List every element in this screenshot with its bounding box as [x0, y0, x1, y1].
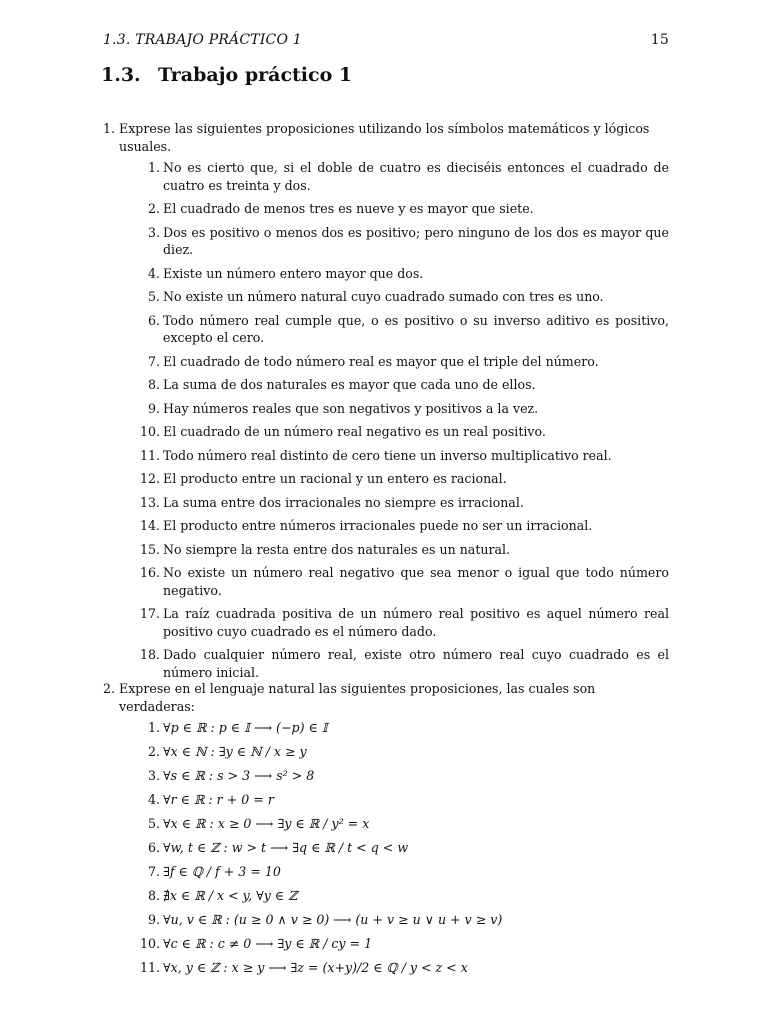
formula: ∀u, v ∈ ℝ : (u ≥ 0 ∧ v ≥ 0) ⟶ (u + v ≥ u ∨ u + v ≥ v)	[163, 912, 503, 927]
item-number: 3.	[147, 224, 160, 240]
item-number: 6.	[147, 312, 160, 328]
list-item	[103, 564, 669, 599]
item-number: 10.	[139, 424, 160, 439]
formula: ∀w, t ∈ ℤ : w > t ⟶ ∃q ∈ ℝ / t < q < w	[163, 840, 409, 855]
item-number: 7.	[147, 864, 160, 879]
exercise-prompt	[103, 120, 669, 155]
list-item	[103, 887, 669, 905]
section-heading	[101, 64, 352, 86]
item-text: La suma entre dos irracionales no siempre es irracional.	[163, 494, 524, 510]
formula: ∀c ∈ ℝ : c ≠ 0 ⟶ ∃y ∈ ℝ / cy = 1	[163, 936, 373, 951]
item-text: No existe un número real negativo que sea menor o igual que todo número negativo.	[163, 565, 669, 598]
item-text: Existe un número entero mayor que dos.	[163, 265, 424, 281]
section-number: 1.3.	[101, 64, 141, 86]
page-number: 15	[650, 32, 669, 48]
list-item	[103, 400, 669, 418]
item-text: El producto entre números irracionales puede no ser un irracional.	[163, 518, 593, 533]
item-number: 16.	[139, 565, 160, 580]
item-number: 15.	[139, 541, 160, 557]
list-item	[103, 605, 669, 640]
item-number: 4.	[147, 265, 160, 281]
list-item	[103, 447, 669, 465]
item-number: 5.	[147, 816, 160, 831]
item-text: Dos es positivo o menos dos es positivo; pero ninguno de los dos es mayor que diez.	[163, 224, 669, 257]
item-text: La raíz cuadrada positiva de un número real positivo es aquel número real positivo cuyo cuadrado es el número dado.	[163, 606, 669, 639]
formula: ∃f ∈ ℚ / f + 3 = 10	[163, 864, 281, 879]
item-text: El producto entre un racional y un entero es racional.	[163, 471, 507, 486]
formula: ∀x ∈ ℝ : x ≥ 0 ⟶ ∃y ∈ ℝ / y² = x	[163, 816, 370, 831]
list-item	[103, 959, 669, 977]
exercise-prompt	[103, 680, 669, 715]
list-item	[103, 719, 669, 737]
item-number: 2.	[147, 201, 160, 216]
section-title: Trabajo práctico 1	[158, 64, 353, 86]
item-text: No siempre la resta entre dos naturales es un natural.	[163, 541, 511, 557]
item-number: 7.	[147, 353, 160, 369]
exercise-number: 1.	[103, 121, 116, 136]
item-number: 11.	[139, 447, 160, 463]
item-text: Hay números reales que son negativos y positivos a la vez.	[163, 400, 539, 416]
list-item	[103, 767, 669, 785]
list-item	[103, 470, 669, 488]
item-number: 13.	[139, 494, 160, 510]
list-item	[103, 159, 669, 194]
item-number: 11.	[139, 960, 160, 975]
item-number: 3.	[147, 768, 160, 783]
item-text: La suma de dos naturales es mayor que cada uno de ellos.	[163, 377, 536, 392]
list-item	[103, 423, 669, 441]
item-number: 18.	[139, 647, 160, 662]
item-number: 9.	[147, 400, 160, 416]
exercise-prompt-text: Exprese las siguientes proposiciones utilizando los símbolos matemáticos y lógicos usuales.	[119, 121, 650, 154]
item-number: 1.	[147, 720, 160, 735]
item-text: Todo número real distinto de cero tiene un inverso multiplicativo real.	[163, 447, 612, 463]
exercise-2	[103, 680, 669, 983]
list-item	[103, 200, 669, 218]
item-text: Todo número real cumple que, o es positivo o su inverso aditivo es positivo, excepto el cero.	[163, 312, 669, 345]
list-item	[103, 265, 669, 283]
formula: ∄x ∈ ℝ / x < y, ∀y ∈ ℤ	[163, 888, 298, 903]
list-item	[103, 541, 669, 559]
list-item	[103, 935, 669, 953]
list-item	[103, 517, 669, 535]
item-text: El cuadrado de un número real negativo es un real positivo.	[163, 424, 546, 439]
running-header	[103, 32, 669, 48]
exercise-number: 2.	[103, 681, 116, 696]
item-number: 5.	[147, 289, 160, 304]
list-item	[103, 839, 669, 857]
list-item	[103, 815, 669, 833]
item-text: No es cierto que, si el doble de cuatro es dieciséis entonces el cuadrado de cuatro es treinta y dos.	[163, 160, 669, 193]
formula: ∀p ∈ ℝ : p ∈ 𝕀 ⟶ (−p) ∈ 𝕀	[163, 720, 328, 735]
item-number: 14.	[139, 518, 160, 533]
list-item	[103, 863, 669, 881]
formula: ∀x ∈ ℕ : ∃y ∈ ℕ / x ≥ y	[163, 744, 307, 759]
list-item	[103, 646, 669, 681]
list-item	[103, 353, 669, 371]
item-text: El cuadrado de menos tres es nueve y es mayor que siete.	[163, 201, 534, 216]
list-item	[103, 911, 669, 929]
list-item	[103, 376, 669, 394]
exercise-2-items	[103, 719, 669, 977]
item-number: 1.	[147, 160, 160, 175]
exercise-1	[103, 120, 669, 687]
item-number: 8.	[147, 377, 160, 392]
item-text: No existe un número natural cuyo cuadrado sumado con tres es uno.	[163, 289, 604, 304]
item-number: 10.	[139, 936, 160, 951]
formula: ∀s ∈ ℝ : s > 3 ⟶ s² > 8	[163, 768, 315, 783]
formula: ∀r ∈ ℝ : r + 0 = r	[163, 792, 274, 807]
list-item	[103, 288, 669, 306]
item-number: 4.	[147, 792, 160, 807]
item-number: 2.	[147, 744, 160, 759]
item-text: Dado cualquier número real, existe otro número real cuyo cuadrado es el número inicial.	[163, 647, 669, 680]
item-number: 17.	[139, 606, 160, 621]
item-number: 12.	[139, 471, 160, 486]
exercise-prompt-text: Exprese en el lenguaje natural las siguientes proposiciones, las cuales son verdaderas:	[119, 681, 596, 714]
item-number: 9.	[147, 912, 160, 927]
item-text: El cuadrado de todo número real es mayor que el triple del número.	[163, 353, 599, 369]
item-number: 8.	[147, 888, 160, 903]
list-item	[103, 743, 669, 761]
list-item	[103, 791, 669, 809]
list-item	[103, 494, 669, 512]
list-item	[103, 312, 669, 347]
list-item	[103, 224, 669, 259]
formula: ∀x, y ∈ ℤ : x ≥ y ⟶ ∃z = (x+y)/2 ∈ ℚ / y < z < x	[163, 960, 468, 975]
item-number: 6.	[147, 840, 160, 855]
running-title: 1.3. TRABAJO PRÁCTICO 1	[103, 32, 302, 48]
exercise-1-items	[103, 159, 669, 681]
